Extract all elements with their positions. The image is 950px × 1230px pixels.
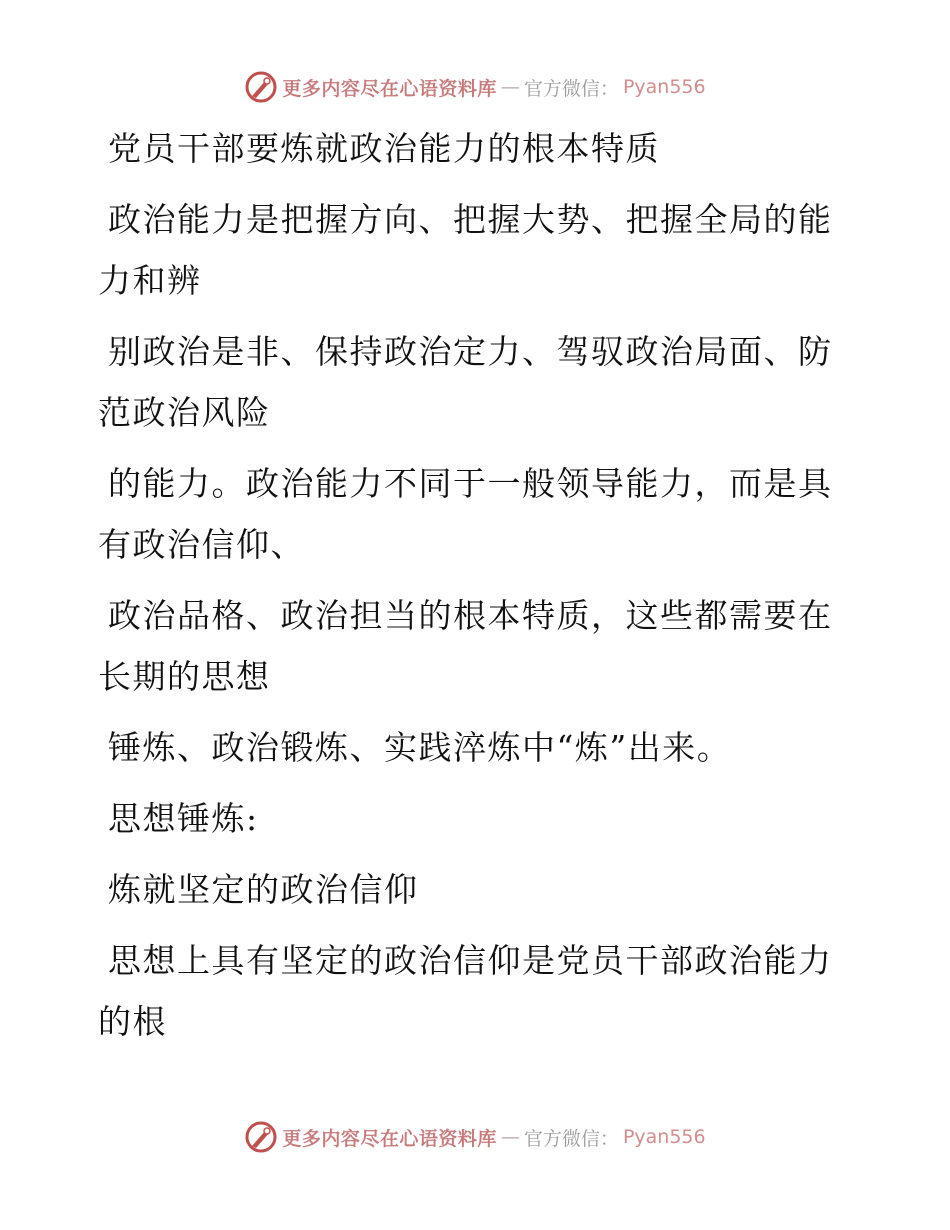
watermark-separator: — <box>500 1126 520 1148</box>
paragraph-line: 政治能力是把握方向、把握大势、把握全局的能 <box>108 200 833 239</box>
paragraph-line: 思想锤炼: <box>108 799 259 838</box>
paragraph-line: 的根 <box>98 1002 167 1041</box>
pen-logo-icon <box>244 1120 278 1154</box>
paragraph-line: 锤炼、政治锻炼、实践淬炼中“炼”出来。 <box>108 728 732 767</box>
paragraph-line: 范政治风险 <box>98 393 271 432</box>
paragraph-line: 有政治信仰、 <box>98 525 305 564</box>
footer-watermark <box>0 1120 950 1154</box>
paragraph-line: 的能力。政治能力不同于一般领导能力，而是具 <box>108 464 833 503</box>
paragraph <box>98 930 838 1052</box>
watermark-separator: — <box>500 76 520 98</box>
paragraph-line: 党员干部要炼就政治能力的根本特质 <box>108 129 660 168</box>
watermark-text: 更多内容尽在心语资料库 <box>282 1127 497 1150</box>
watermark-label: 官方微信： <box>523 1127 619 1150</box>
watermark-wechat-id: Pyan556 <box>622 76 706 98</box>
paragraph <box>98 859 838 920</box>
document-body <box>98 118 838 1062</box>
paragraph <box>98 585 838 707</box>
header-watermark <box>0 70 950 104</box>
paragraph-line: 政治品格、政治担当的根本特质，这些都需要在 <box>108 596 833 635</box>
paragraph-line: 力和辨 <box>98 261 202 300</box>
watermark-wechat-id: Pyan556 <box>622 1126 706 1148</box>
pen-logo-icon <box>244 70 278 104</box>
paragraph-line: 长期的思想 <box>98 657 271 696</box>
paragraph-line: 炼就坚定的政治信仰 <box>108 870 419 909</box>
paragraph <box>98 453 838 575</box>
paragraph-line: 别政治是非、保持政治定力、驾驭政治局面、防 <box>108 332 833 371</box>
paragraph <box>98 321 838 443</box>
paragraph <box>98 717 838 778</box>
paragraph-line: 思想上具有坚定的政治信仰是党员干部政治能力 <box>108 941 833 980</box>
paragraph <box>98 118 838 179</box>
watermark-label: 官方微信： <box>523 77 619 100</box>
watermark-text: 更多内容尽在心语资料库 <box>282 77 497 100</box>
paragraph <box>98 788 838 849</box>
paragraph <box>98 189 838 311</box>
